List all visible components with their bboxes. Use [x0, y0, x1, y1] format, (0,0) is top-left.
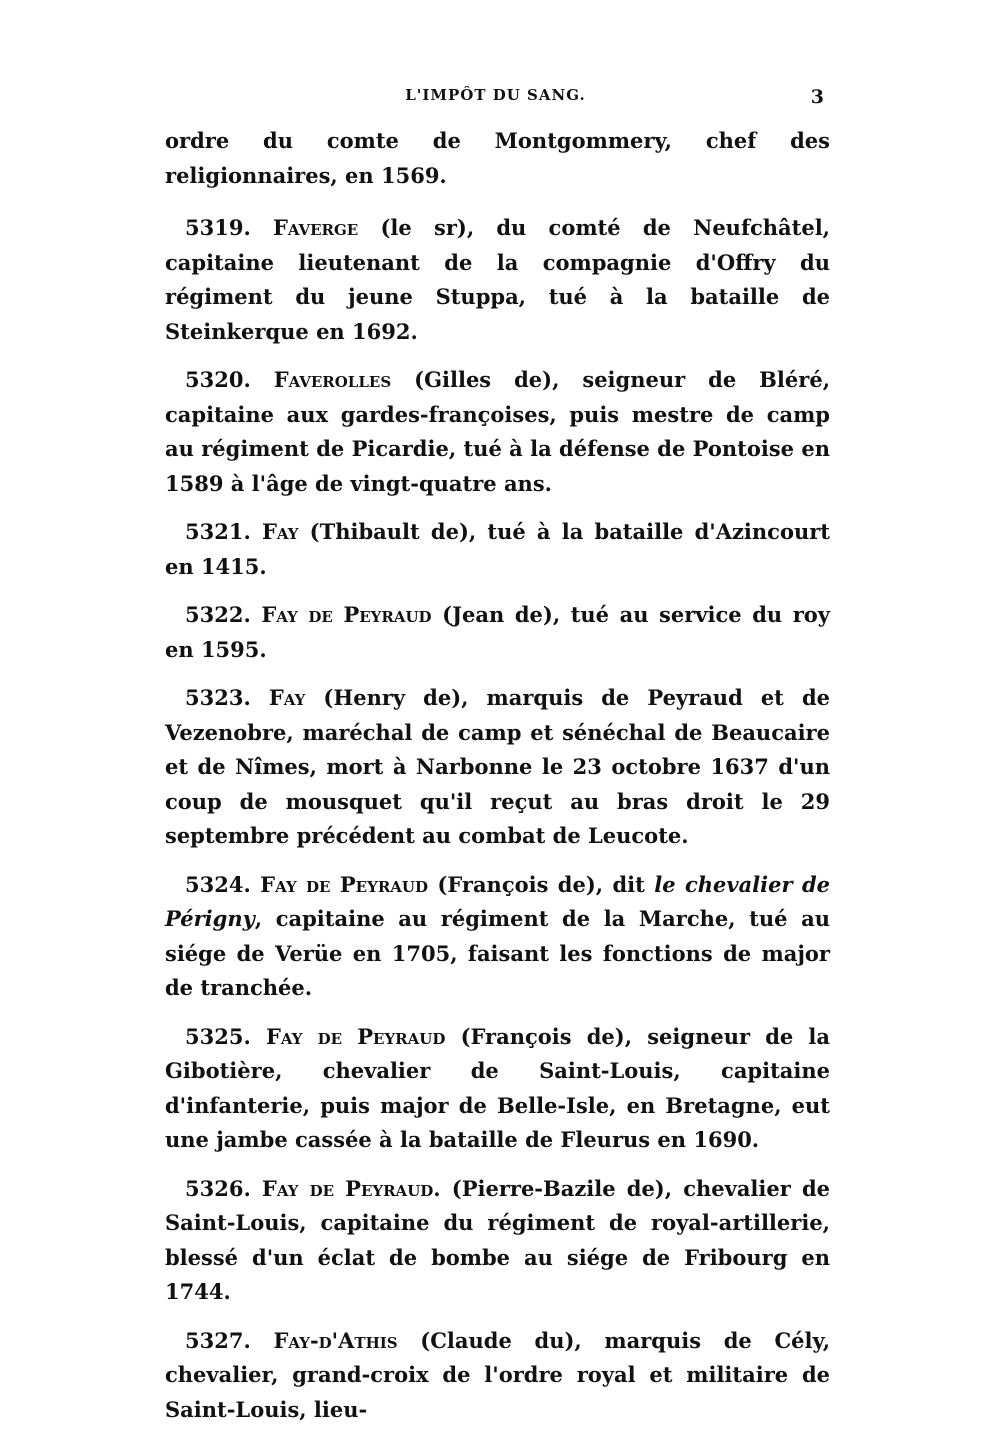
entry-5322 [165, 598, 830, 667]
entry-5321 [165, 515, 830, 584]
entry-name: Fay-d'Athis [273, 1327, 398, 1353]
entry-italic-title: le chevalier de Périgny [165, 871, 830, 931]
entry-name: Fay de Peyraud [261, 1175, 434, 1201]
page-number: 3 [810, 86, 824, 108]
continuation-paragraph: ordre du comte de Montgommery, chef des religionnaires, en 1569. [165, 128, 830, 188]
entry-text: (François de), seigneur de la Gibotière, chevalier de Saint-Louis, capitaine d'infanterie, puis major de Belle-Isle, en Bretagne, eut une jambe cassée à la bataille de Fleurus en 1690. [165, 1023, 831, 1152]
entry-number: 5320. [185, 367, 251, 392]
entry-text: (le sr), du comté de Neufchâtel, capitaine lieutenant de la compagnie d'Offry du régiment du jeune Stuppa, tué à la bataille de Steinkerque en 1692. [165, 215, 830, 344]
entry-name: Faverge [273, 215, 359, 240]
entry-number: 5322. [185, 602, 251, 627]
entry-5324 [165, 868, 830, 1006]
entry-number: 5319. [185, 215, 251, 240]
entry-text: . (Pierre-Bazile de), chevalier de Saint-Louis, capitaine du régiment de royal-artillerie, blessé d'un éclat de bombe au siége de Fribourg en 1744. [165, 1175, 830, 1304]
entry-number: 5325. [185, 1023, 251, 1049]
entry-text: (Claude du), marquis de Cély, chevalier, grand-croix de l'ordre royal et militaire de Saint-Louis, lieu- [165, 1327, 830, 1422]
entry-text: (Jean de), tué au service du roy en 1595. [165, 602, 830, 662]
entry-text: (Gilles de), seigneur de Bléré, capitaine aux gardes-françoises, puis mestre de camp au régiment de Picardie, tué à la défense de Pontoise en 1589 à l'âge de vingt-quatre ans. [165, 367, 830, 496]
entry-text: (Henry de), marquis de Peyraud et de Vezenobre, maréchal de camp et sénéchal de Beaucaire et de Nîmes, mort à Narbonne le 23 octobre 1637 d'un coup de mousquet qu'il reçut au bras droit le 29 septembre précédent au combat de Leucote. [165, 685, 830, 848]
running-head [163, 86, 828, 116]
entry-name: Fay de Peyraud [265, 1023, 446, 1049]
entry-5327 [165, 1324, 830, 1428]
entry-number: 5326. [185, 1175, 251, 1201]
entry-5326 [165, 1172, 830, 1310]
entry-text: , capitaine au régiment de la Marche, tué au siége de Verüe en 1705, faisant les fonctions de major de tranchée. [165, 906, 830, 1000]
entry-number: 5323. [185, 685, 251, 710]
entry-name: Faverolles [273, 367, 392, 392]
entry-text: (François de), dit [428, 871, 655, 897]
entry-5319 [165, 211, 830, 349]
running-title: L'IMPÔT DU SANG. [405, 86, 586, 104]
entry-number: 5327. [185, 1327, 251, 1353]
body-text [165, 124, 830, 1441]
entry-5323 [165, 681, 830, 854]
entry-5325 [165, 1020, 830, 1158]
entry-name: Fay [268, 685, 306, 710]
entry-text: (Thibault de), tué à la bataille d'Azincourt en 1415. [165, 519, 831, 579]
entry-name: Fay de Peyraud [260, 871, 429, 897]
entry-name: Fay [261, 519, 299, 544]
entry-5320 [165, 363, 830, 501]
entry-name: Fay de Peyraud [261, 602, 432, 627]
entry-number: 5321. [185, 519, 251, 544]
entry-number: 5324. [185, 871, 251, 897]
